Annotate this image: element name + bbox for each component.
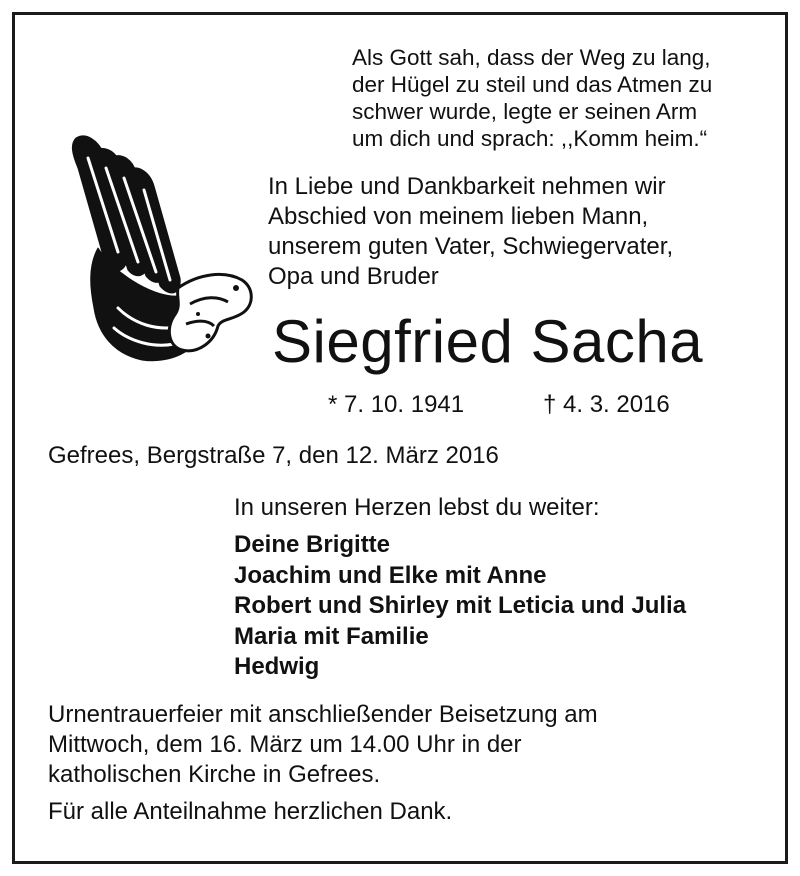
- place-and-date: Gefrees, Bergstraße 7, den 12. März 2016: [48, 442, 499, 469]
- family-member: Joachim und Elke mit Anne: [234, 561, 547, 589]
- poem: [352, 44, 772, 152]
- farewell-intro: [268, 172, 778, 292]
- family-list: [234, 530, 686, 683]
- intro-line: In Liebe und Dankbarkeit nehmen wir: [268, 173, 666, 200]
- praying-hands-icon: [58, 128, 258, 376]
- family-member: Robert und Shirley mit Leticia und Julia: [234, 592, 687, 619]
- birth-date: * 7. 10. 1941: [328, 391, 465, 418]
- family-member: Deine Brigitte: [234, 531, 391, 558]
- service-line: katholischen Kirche in Gefrees.: [48, 761, 381, 788]
- service-line: Urnentrauerfeier mit anschließender Beisetzung am: [48, 701, 598, 728]
- service-info: [48, 700, 598, 790]
- poem-line: schwer wurde, legte er seinen Arm: [352, 99, 698, 124]
- intro-line: unserem guten Vater, Schwiegervater,: [268, 233, 674, 260]
- thanks-line: Für alle Anteilnahme herzlichen Dank.: [48, 798, 453, 825]
- family-member: Hedwig: [234, 653, 320, 680]
- poem-line: um dich und sprach: ,,Komm heim.“: [352, 126, 708, 151]
- heart-line: In unseren Herzen lebst du weiter:: [234, 494, 600, 521]
- poem-line: Als Gott sah, dass der Weg zu lang,: [352, 45, 711, 70]
- intro-line: Abschied von meinem lieben Mann,: [268, 203, 649, 230]
- deceased-name: Siegfried Sacha: [272, 308, 704, 375]
- death-date: † 4. 3. 2016: [543, 391, 670, 418]
- intro-line: Opa und Bruder: [268, 263, 439, 290]
- poem-line: der Hügel zu steil und das Atmen zu: [352, 72, 713, 97]
- service-line: Mittwoch, dem 16. März um 14.00 Uhr in der: [48, 731, 522, 758]
- family-member: Maria mit Familie: [234, 622, 429, 650]
